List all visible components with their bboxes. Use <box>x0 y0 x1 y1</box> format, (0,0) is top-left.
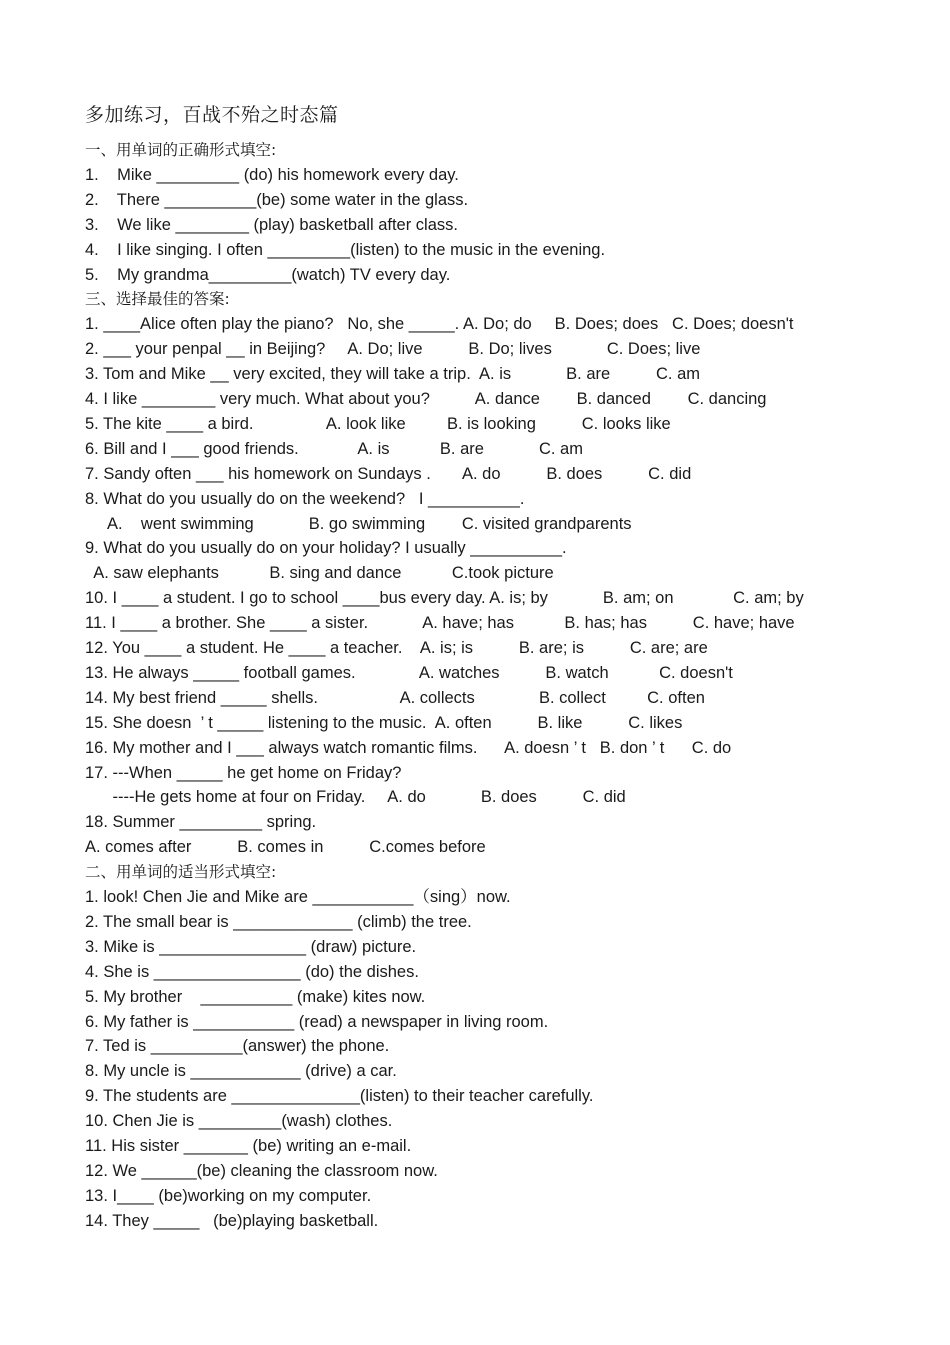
exercise-line: 15. She doesn ’ t _____ listening to the music. A. often B. like C. likes <box>85 713 683 732</box>
exercise-line: 2. There __________(be) some water in the glass. <box>85 190 469 209</box>
exercise-line: 9. What do you usually do on your holiday? I usually __________. <box>85 539 567 558</box>
exercise-line: 6. My father is ___________ (read) a newspaper in living room. <box>85 1012 549 1031</box>
exercise-line: 2. ___ your penpal __ in Beijing? A. Do; live B. Do; lives C. Does; live <box>85 340 701 359</box>
exercise-line: 13. He always _____ football games. A. watches B. watch C. doesn't <box>85 663 733 682</box>
exercise-line: 14. My best friend _____ shells. A. collects B. collect C. often <box>85 688 705 707</box>
exercise-line: 3. Mike is ________________ (draw) picture. <box>85 937 417 956</box>
exercise-line: 12. We ______(be) cleaning the classroom now. <box>85 1161 438 1180</box>
exercise-line: 2. The small bear is _____________ (climb) the tree. <box>85 912 472 931</box>
exercise-line: 8. What do you usually do on the weekend? I __________. <box>85 489 525 508</box>
exercise-line: 14. They _____ (be)playing basketball. <box>85 1211 379 1230</box>
exercise-line: 1. Mike _________ (do) his homework every day. <box>85 165 459 184</box>
exercise-line: 10. Chen Jie is _________(wash) clothes. <box>85 1112 393 1131</box>
exercise-line: 7. Ted is __________(answer) the phone. <box>85 1037 390 1056</box>
exercise-line: 8. My uncle is ____________ (drive) a car. <box>85 1062 397 1081</box>
exercise-line: 3. Tom and Mike __ very excited, they will take a trip. A. is B. are C. am <box>85 365 701 384</box>
exercise-line: A. comes after B. comes in C.comes before <box>85 838 486 857</box>
exercise-line: 9. The students are ______________(listen) to their teacher carefully. <box>85 1087 594 1106</box>
exercise-line: A. went swimming B. go swimming C. visited grandparents <box>85 514 632 533</box>
section-heading: 一、用单词的正确形式填空: <box>85 141 277 159</box>
exercise-line: 7. Sandy often ___ his homework on Sundays . A. do B. does C. did <box>85 464 692 483</box>
exercise-line: 5. My brother __________ (make) kites now. <box>85 987 426 1006</box>
exercise-line: 5. My grandma_________(watch) TV every day. <box>85 265 451 284</box>
section-heading: 三、选择最佳的答案: <box>85 290 230 309</box>
exercise-line: 13. I____ (be)working on my computer. <box>85 1186 372 1205</box>
exercise-line: ----He gets home at four on Friday. A. do B. does C. did <box>85 788 626 807</box>
exercise-line: 17. ---When _____ he get home on Friday? <box>85 763 402 782</box>
exercise-line: 12. You ____ a student. He ____ a teacher. A. is; is B. are; is C. are; are <box>85 639 708 657</box>
exercise-line: 18. Summer _________ spring. <box>85 813 317 832</box>
exercise-line: 11. His sister _______ (be) writing an e-mail. <box>85 1137 412 1155</box>
exercise-line: 4. I like singing. I often _________(listen) to the music in the evening. <box>85 240 606 259</box>
exercise-line: 5. The kite ____ a bird. A. look like B. is looking C. looks like <box>85 414 671 433</box>
exercise-line: 4. She is ________________ (do) the dishes. <box>85 962 419 981</box>
exercise-line: 3. We like ________ (play) basketball after class. <box>85 215 458 234</box>
page-title: 多加练习，百战不殆之时态篇 <box>85 104 339 126</box>
exercise-line: A. saw elephants B. sing and dance C.took picture <box>85 564 554 583</box>
exercise-line: 4. I like ________ very much. What about you? A. dance B. danced C. dancing <box>85 390 767 408</box>
exercise-line: 1. ____Alice often play the piano? No, she _____. A. Do; do B. Does; does C. Does; doesn't <box>85 315 794 334</box>
exercise-line: 10. I ____ a student. I go to school ____bus every day. A. is; by B. am; on C. am; by <box>85 589 804 608</box>
exercise-line: 6. Bill and I ___ good friends. A. is B. are C. am <box>85 439 583 458</box>
exercise-line: 16. My mother and I ___ always watch romantic films. A. doesn ’ t B. don ’ t C. do <box>85 738 732 757</box>
exercise-line: 1. look! Chen Jie and Mike are ___________（sing）now. <box>85 888 511 906</box>
exercise-line: 11. I ____ a brother. She ____ a sister. A. have; has B. has; has C. have; have <box>85 614 795 633</box>
section-heading: 二、用单词的适当形式填空: <box>85 863 277 882</box>
